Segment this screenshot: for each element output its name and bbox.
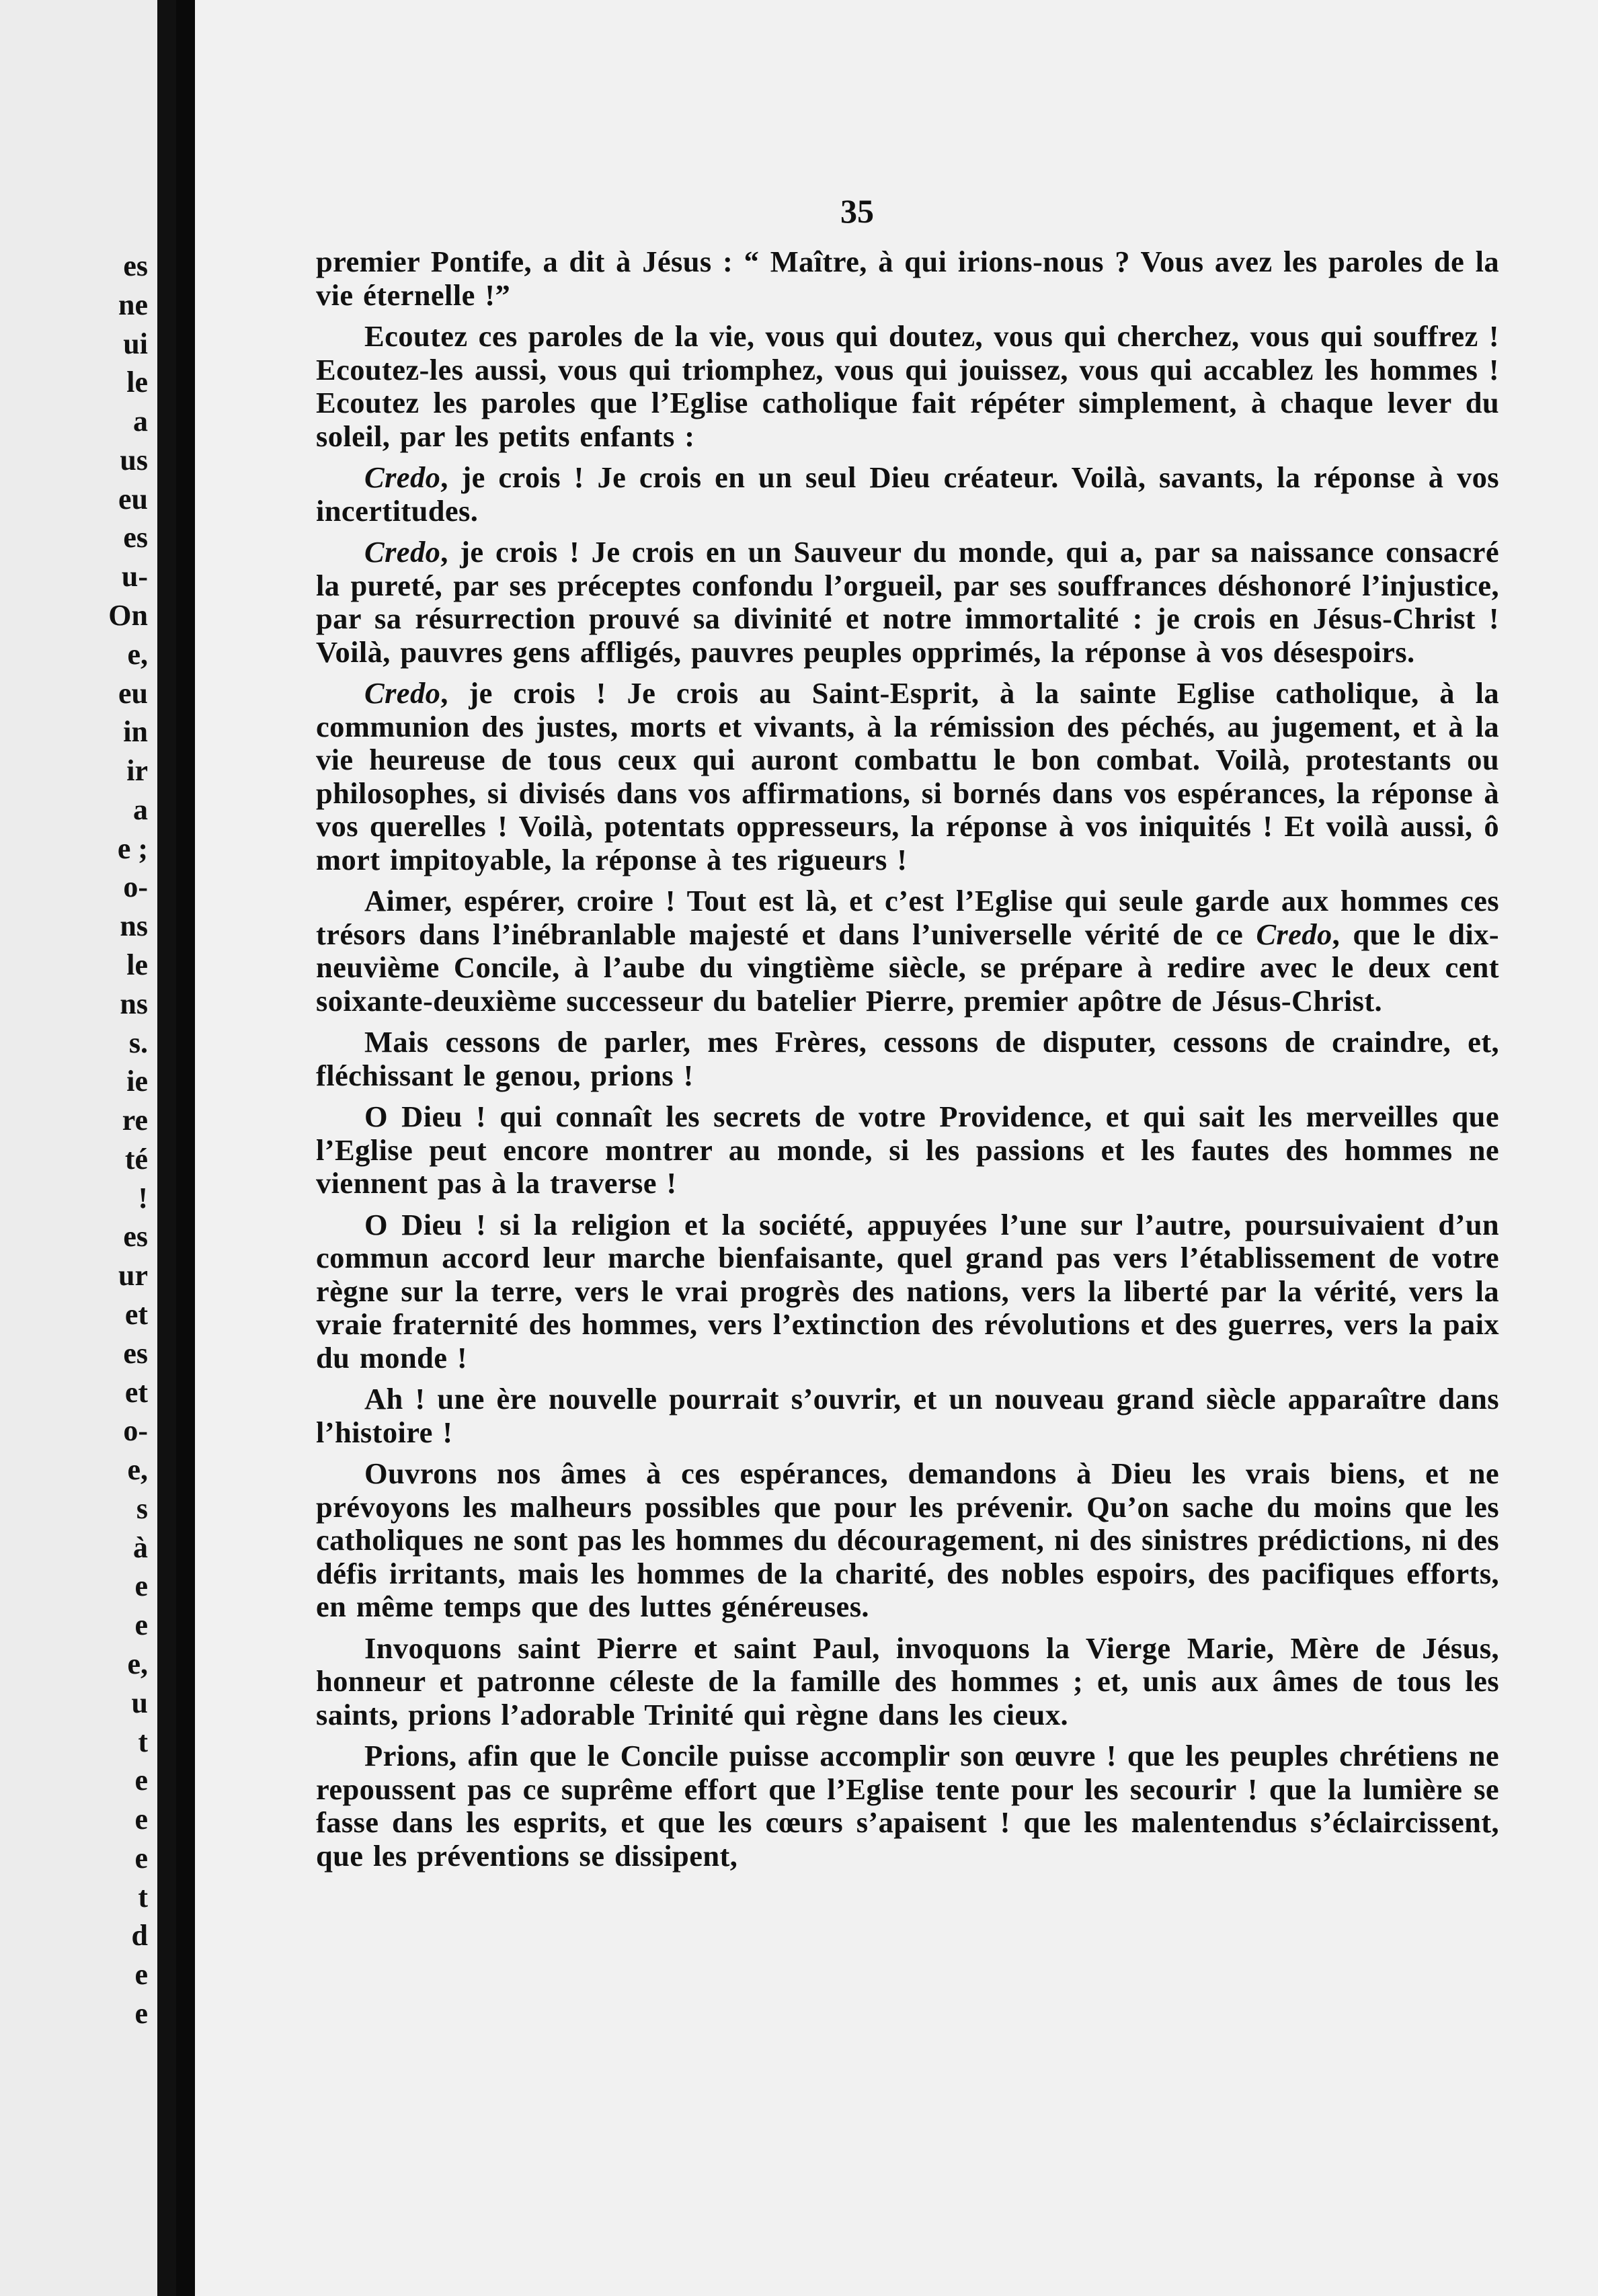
margin-fragment: e, [127,1453,148,1487]
page-number: 35 [840,192,874,230]
paragraph-text: , je crois ! Je crois en un seul Dieu créateur. Voilà, savants, la réponse à vos incertitudes. [316,460,1499,528]
paragraph: Prions, afin que le Concile puisse accomplir son œuvre ! que les peuples chrétiens ne repoussent pas ce suprême effort que l’Eglise tente pour les secourir ! que la lumière se fasse dans les esprits, et que les cœurs s’apaisent ! que les malentendus s’éclaircissent, que les préventions se dissipent, [316,1739,1499,1873]
paragraph-text: , que le dix-neuvième Concile, à l’aube du vingtième siècle, se prépare à redire avec le deux cent soixante-deuxième successeur du batelier Pierre, premier apôtre de Jésus-Christ. [316,917,1499,1018]
paragraph: premier Pontife, a dit à Jésus : “ Maître, à qui irions-nous ? Vous avez les paroles de la vie éternelle !” [316,245,1499,312]
paragraph [316,885,1499,1018]
margin-fragment: ns [120,909,148,943]
margin-fragment: e [134,1608,148,1642]
margin-fragment: a [133,405,148,438]
margin-fragment: ne [118,288,148,321]
binding-gutter [157,0,176,2296]
paragraph-text: , je crois ! Je crois au Saint-Esprit, à la sainte Eglise catholique, à la communion des justes, morts et vivants, à la rémission des péchés, au jugement, et à la vie heureuse de tous ceux qui auront combattu le bon combat. Voilà, protestants ou philosophes, si divisés dans vos affirmations, si bornés dans vos espérances, la réponse à vos querelles ! Voilà, potentats oppresseurs, la réponse à vos iniquités ! Et voilà aussi, ô mort impitoyable, la réponse à tes rigueurs ! [316,676,1499,876]
margin-fragment: e [134,1841,148,1875]
margin-fragment: ir [126,754,148,788]
paragraph: Invoquons saint Pierre et saint Paul, invoquons la Vierge Marie, Mère de Jésus, honneur et patronne céleste de la famille des hommes ; et, unis aux âmes de tous les saints, prions l’adorable Trinité qui règne dans les cieux. [316,1631,1499,1731]
margin-fragment: es [123,1220,148,1254]
credo-emphasis: Credo [364,460,441,494]
margin-fragment: e, [127,637,148,671]
margin-fragment: u [131,1686,148,1719]
margin-fragment: eu [118,482,148,516]
margin-fragment: ns [120,987,148,1020]
paragraph: O Dieu ! qui connaît les secrets de votre Providence, et qui sait les merveilles que l’Eglise peut encore montrer au monde, si les passions et les fautes des hommes ne viennent pas à la traverse ! [316,1100,1499,1200]
margin-fragment: le [126,366,148,399]
margin-fragment: à [133,1530,148,1564]
margin-fragment: e [134,1764,148,1797]
margin-fragment: a [133,792,148,826]
margin-fragment: le [126,948,148,981]
margin-fragment: té [124,1142,148,1176]
margin-fragment: es [123,521,148,555]
margin-fragment: On [108,599,148,632]
paragraph-text: , je crois ! Je crois en un Sauveur du monde, qui a, par sa naissance consacré la pureté, par ses préceptes confondu l’orgueil, par ses souffrances déshonoré l’injustice, par sa résurrection prouvé sa divinité et notre immortalité : je crois en Jésus-Christ ! Voilà, pauvres gens affligés, pauvres peuples opprimés, la réponse à vos désespoirs. [316,535,1499,669]
credo-emphasis: Credo [364,676,441,710]
margin-fragment: eu [118,676,148,710]
paragraph-text: Aimer, espérer, croire ! Tout est là, et c’est l’Eglise qui seule garde aux hommes ces trésors dans l’inébranlable majesté et dans l’universelle vérité de ce [316,884,1499,951]
margin-fragment: e [134,1569,148,1603]
margin-fragment: re [122,1104,148,1137]
margin-fragment: u- [121,560,148,593]
margin-fragment: t [138,1880,148,1914]
body-text [316,245,1499,1881]
margin-fragment: us [120,443,148,477]
margin-fragment: o- [123,870,148,904]
margin-fragment: s. [128,1026,148,1059]
margin-fragment: ui [123,327,148,360]
margin-fragment: e, [127,1647,148,1680]
book-page [195,0,1598,2296]
facing-page-fragment [0,0,176,2296]
margin-fragment: e [134,1958,148,1992]
paragraph [316,461,1499,528]
paragraph: O Dieu ! si la religion et la société, appuyées l’une sur l’autre, poursuivaient d’un commun accord leur marche bienfaisante, quel grand pas vers l’établissement de votre règne sur la terre, vers le vrai progrès des nations, vers la liberté par la vérité, vers la vraie fraternité des hommes, vers l’extinction des révolutions et des guerres, vers la paix du monde ! [316,1207,1499,1375]
paragraph [316,677,1499,876]
margin-fragment: ur [118,1259,148,1293]
paragraph: Ecoutez ces paroles de la vie, vous qui doutez, vous qui cherchez, vous qui souffrez ! Ecoutez-les aussi, vous qui triomphez, vous qui jouissez, vous qui accablez les hommes ! Ecoutez les paroles que l’Eglise catholique fait répéter simplement, à chaque lever du soleil, par les petits enfants : [316,319,1499,453]
margin-fragment: d [131,1919,148,1953]
margin-fragment: ie [126,1065,148,1098]
paragraph: Mais cessons de parler, mes Frères, cessons de disputer, cessons de craindre, et, fléchissant le genou, prions ! [316,1025,1499,1092]
margin-fragment: t [138,1725,148,1758]
margin-fragment: s [136,1491,148,1525]
margin-fragment: es [123,1336,148,1370]
paragraph [316,536,1499,669]
margin-fragment: ! [138,1181,148,1215]
margin-fragment: es [123,249,148,282]
credo-emphasis: Credo [364,535,441,569]
margin-fragment: o- [123,1414,148,1448]
margin-fragment: e ; [117,831,148,865]
paragraph: Ouvrons nos âmes à ces espérances, demandons à Dieu les vrais biens, et ne prévoyons les malheurs possibles que pour les prévenir. Qu’on sache du moins que les catholiques ne sont pas les hommes du découragement, ni des sinistres prédictions, ni des défis irritants, mais les hommes de la charité, des nobles espoirs, des pacifiques efforts, en même temps que des luttes généreuses. [316,1457,1499,1623]
margin-fragment: et [124,1298,148,1331]
margin-fragment: e [134,1997,148,2030]
margin-fragment: in [123,715,148,749]
margin-fragment: e [134,1803,148,1836]
paragraph: Ah ! une ère nouvelle pourrait s’ouvrir, et un nouveau grand siècle apparaître dans l’histoire ! [316,1382,1499,1449]
credo-emphasis: Credo [1256,917,1332,951]
margin-fragment: et [124,1375,148,1409]
